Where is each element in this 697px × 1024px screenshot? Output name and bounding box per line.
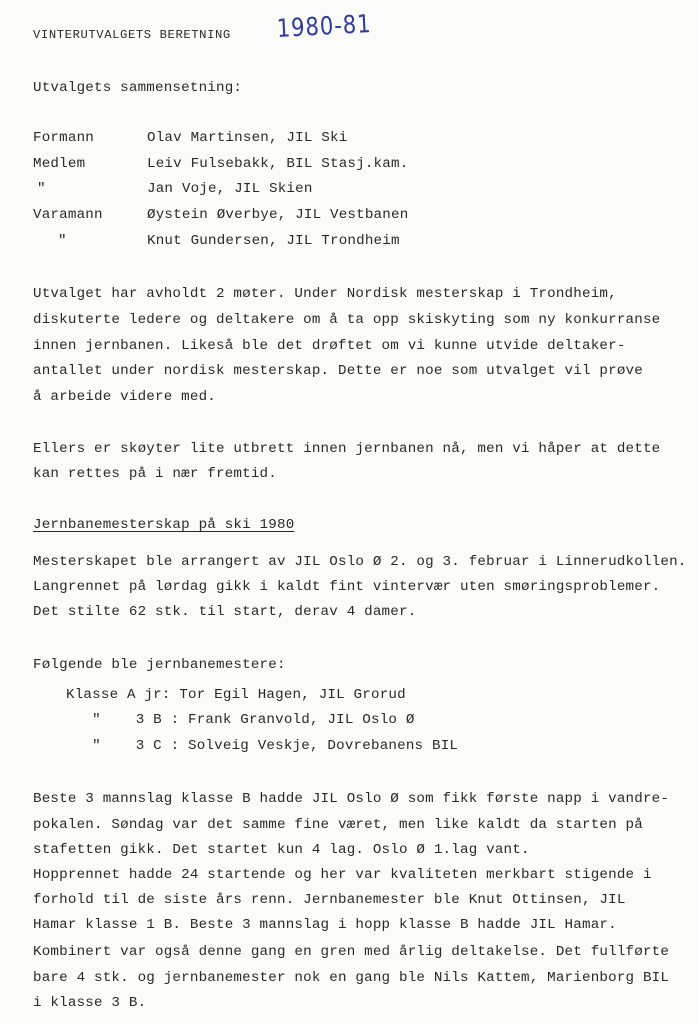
paragraph-line: Langrennet på lørdag gikk i kaldt fint vintervær uten smøringsproblemer.	[33, 579, 661, 595]
document-title: VINTERUTVALGETS BERETNING	[33, 28, 231, 42]
paragraph-line: pokalen. Søndag var det samme fine været, men like kaldt da starten på	[33, 817, 643, 833]
composition-heading: Utvalgets sammensetning:	[33, 80, 243, 96]
paragraph-line: diskuterte ledere og deltakere om å ta opp skiskyting som ny konkurranse	[33, 312, 661, 328]
paragraph-line: Beste 3 mannslag klasse B hadde JIL Oslo Ø som fikk første napp i vandre-	[33, 791, 670, 807]
member-name: Knut Gundersen, JIL Trondheim	[147, 233, 400, 249]
member-name: Leiv Fulsebakk, BIL Stasj.kam.	[147, 156, 409, 172]
paragraph-line: å arbeide videre med.	[33, 389, 216, 405]
paragraph-line: Kombinert var også denne gang en gren med årlig deltakelse. Det fullførte	[33, 944, 670, 960]
paragraph-line: forhold til de siste års renn. Jernbanemester ble Knut Ottinsen, JIL	[33, 892, 626, 908]
paragraph-line: Utvalget har avholdt 2 møter. Under Nordisk mesterskap i Trondheim,	[33, 286, 617, 302]
champion-line: " 3 C : Solveig Veskje, Dovrebanens BIL	[66, 738, 459, 754]
member-name: Jan Voje, JIL Skien	[147, 181, 313, 197]
paragraph-line: Hopprennet hadde 24 startende og her var kvaliteten merkbart stigende i	[33, 867, 652, 883]
paragraph-line: kan rettes på i nær fremtid.	[33, 466, 277, 482]
handwritten-year: 1980-81	[276, 9, 373, 43]
paragraph-line: innen jernbanen. Likeså ble det drøftet om vi kunne utvide deltaker-	[33, 338, 626, 354]
paragraph-line: Mesterskapet ble arrangert av JIL Oslo Ø 2. og 3. februar i Linnerudkollen.	[33, 554, 687, 570]
member-role: Formann	[33, 130, 94, 146]
member-role: Medlem	[33, 156, 86, 172]
member-role: "	[37, 181, 46, 197]
paragraph-line: Hamar klasse 1 B. Beste 3 mannslag i hopp klasse B hadde JIL Hamar.	[33, 917, 617, 933]
paragraph-line: antallet under nordisk mesterskap. Dette er noe som utvalget vil prøve	[33, 363, 643, 379]
member-name: Øystein Øverbye, JIL Vestbanen	[147, 207, 409, 223]
section-heading: Jernbanemesterskap på ski 1980	[33, 517, 295, 533]
paragraph-line: bare 4 stk. og jernbanemester nok en gang ble Nils Kattem, Marienborg BIL	[33, 970, 670, 986]
paragraph-line: Det stilte 62 stk. til start, derav 4 damer.	[33, 604, 417, 620]
paragraph-line: stafetten gikk. Det startet kun 4 lag. Oslo Ø 1.lag vant.	[33, 842, 530, 858]
champion-line: " 3 B : Frank Granvold, JIL Oslo Ø	[66, 712, 415, 728]
member-role: "	[58, 233, 67, 249]
paragraph-line: Ellers er skøyter lite utbrett innen jernbanen nå, men vi håper at dette	[33, 441, 661, 457]
paragraph-line: i klasse 3 B.	[33, 995, 147, 1011]
champion-line: Klasse A jr: Tor Egil Hagen, JIL Grorud	[66, 687, 406, 703]
champions-heading: Følgende ble jernbanemestere:	[33, 657, 286, 673]
member-role: Varamann	[33, 207, 103, 223]
member-name: Olav Martinsen, JIL Ski	[147, 130, 348, 146]
